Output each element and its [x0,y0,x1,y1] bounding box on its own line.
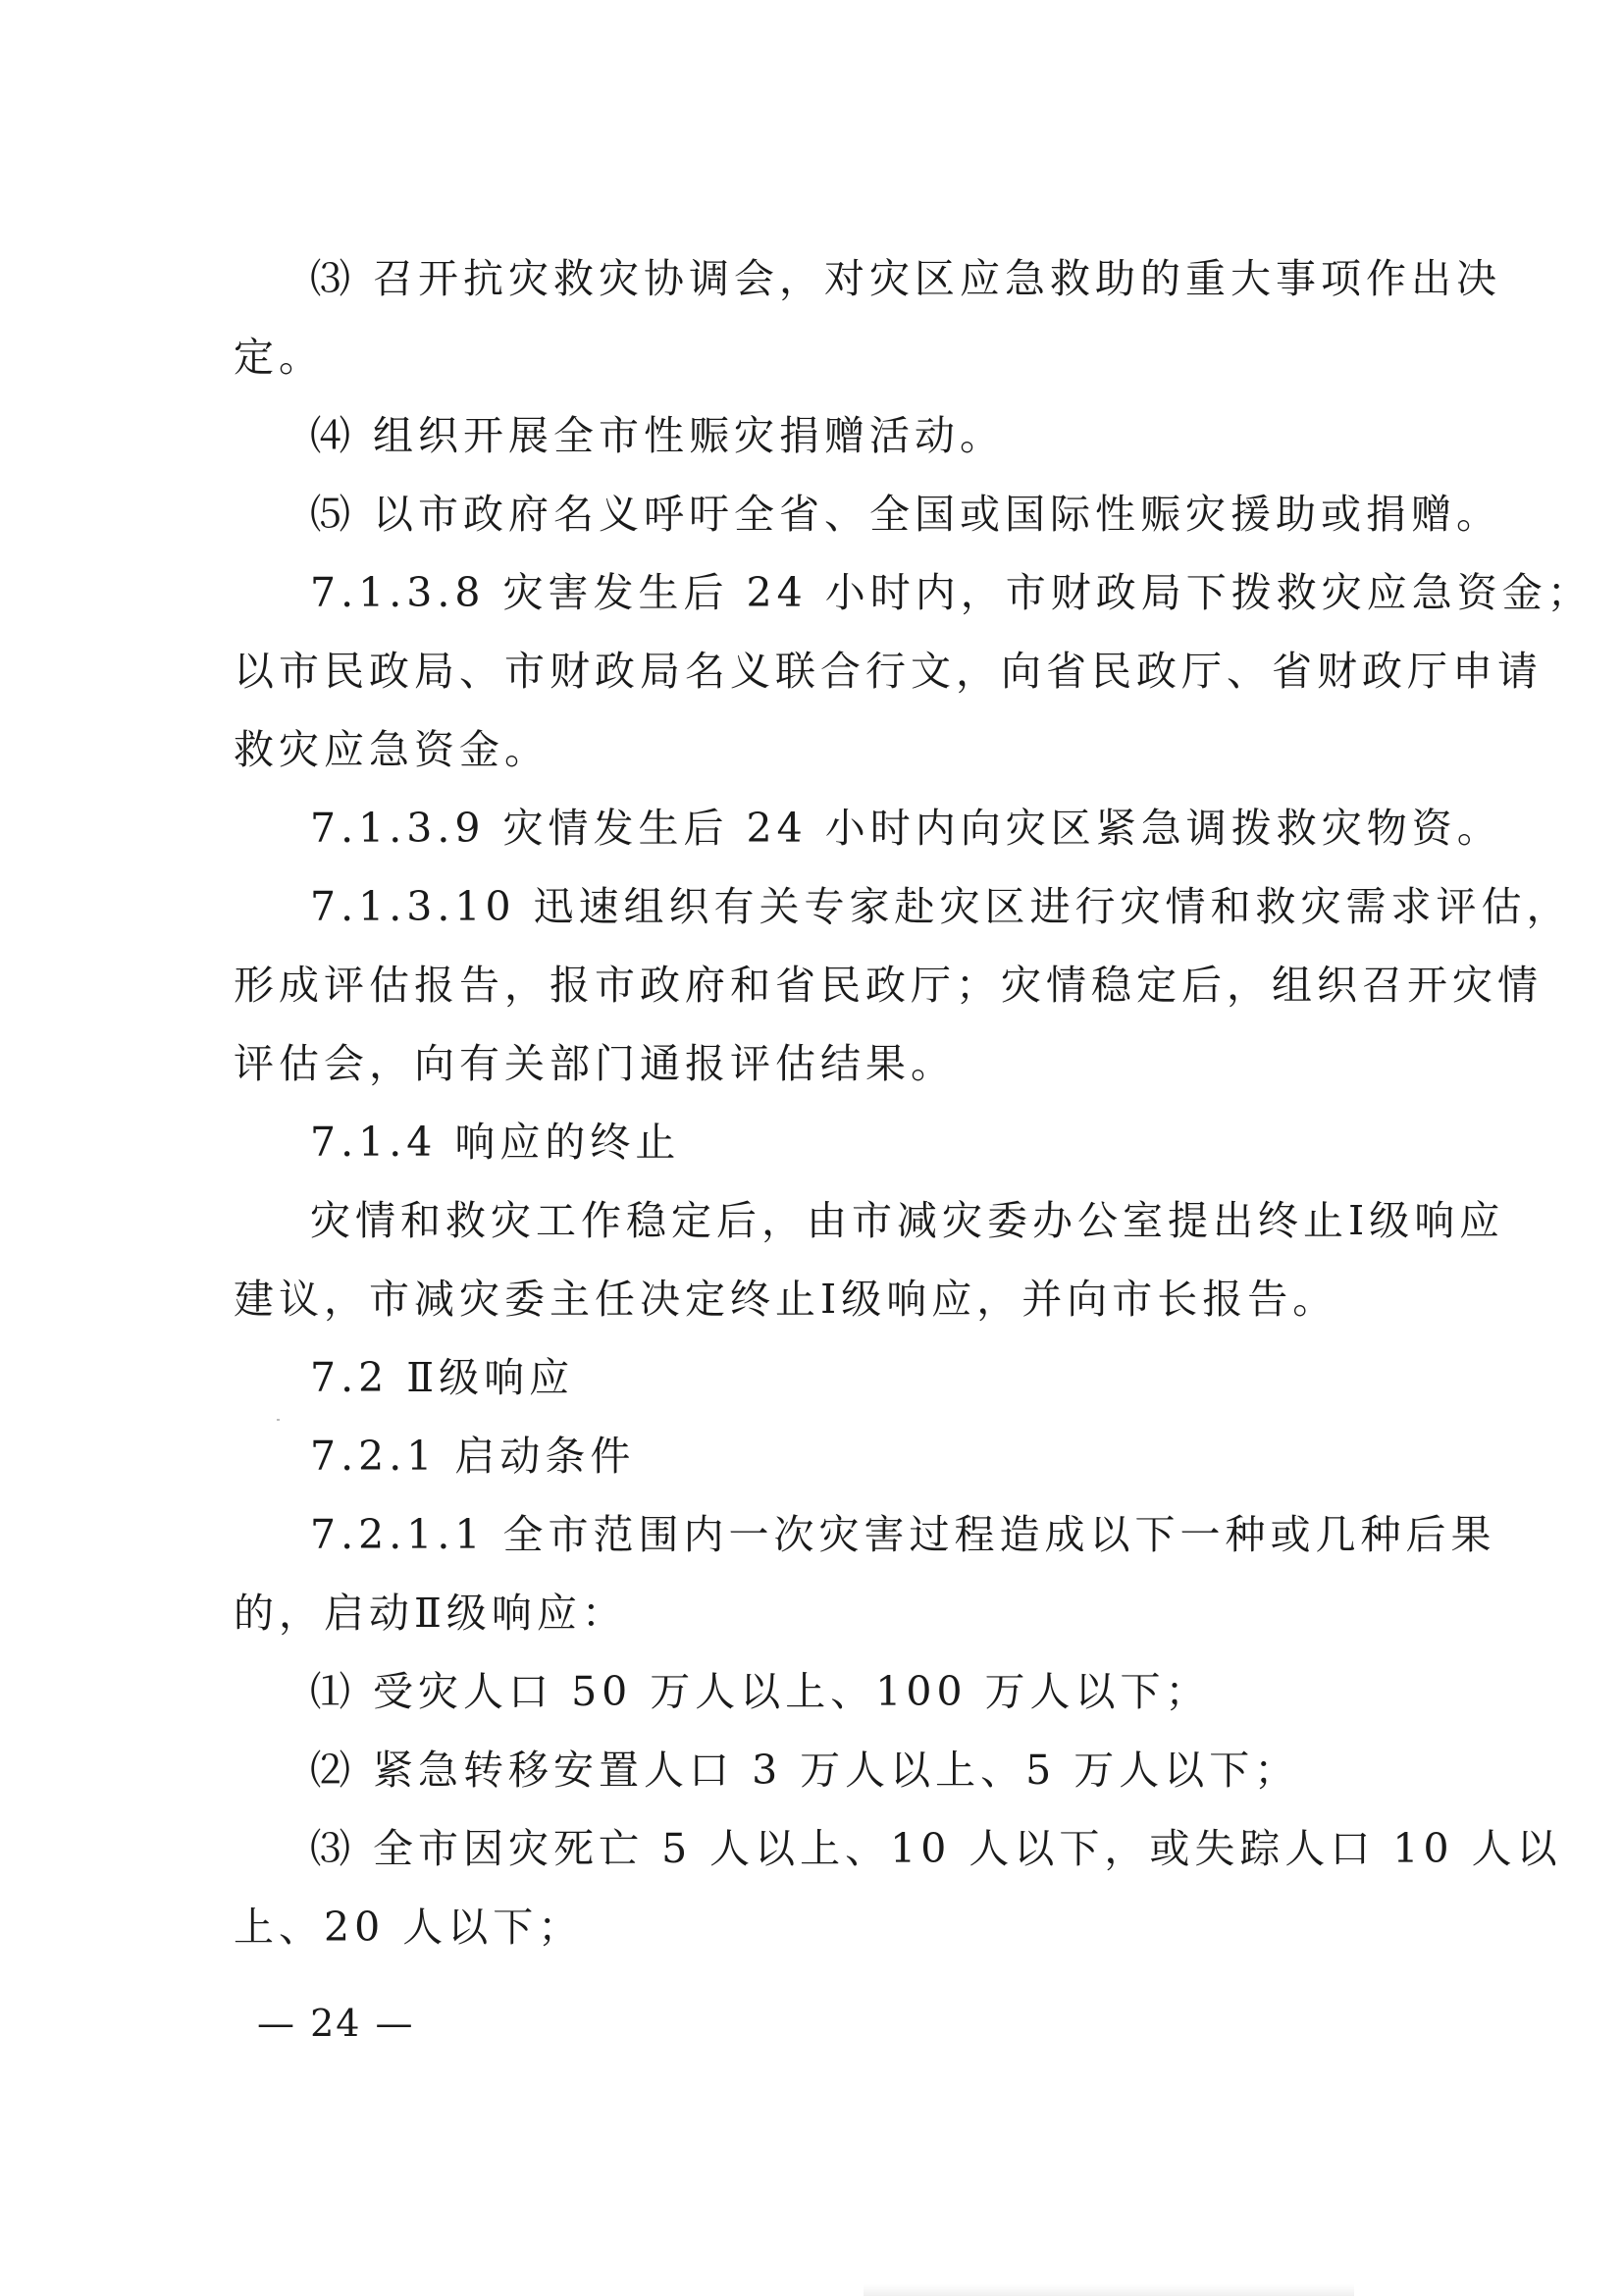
list-item: ⑵ 紧急转移安置人口 3 万人以上、5 万人以下； [310,1747,1300,1794]
page-number: — 24 — [257,2002,415,2045]
text-line: 7.1.3.8 灾害发生后 24 小时内，市财政局下拨救灾应急资金； [310,569,1593,616]
text-line: ⑶ 召开抗灾救灾协调会，对灾区应急救助的重大事项作出决 [310,255,1502,302]
section-heading: 7.2.1 启动条件 [310,1433,636,1480]
text-line: 7.1.3.9 灾情发生后 24 小时内向灾区紧急调拨救灾物资。 [310,805,1502,852]
text-line: 形成评估报告，报市政府和省民政厅；灾情稳定后，组织召开灾情 [234,962,1543,1009]
scan-edge-shadow [864,2284,1354,2296]
text-line: 评估会，向有关部门通报评估结果。 [234,1040,956,1087]
section-heading: 7.2 Ⅱ级响应 [310,1354,575,1401]
text-line: 灾情和救灾工作稳定后，由市减灾委办公室提出终止Ⅰ级响应 [310,1197,1505,1244]
text-line: 7.2.1.1 全市范围内一次灾害过程造成以下一种或几种后果 [310,1511,1496,1558]
scan-speck [277,1419,280,1421]
text-line: 以市民政局、市财政局名义联合行文，向省民政厅、省财政厅申请 [234,648,1543,695]
text-line: 7.1.3.10 迅速组织有关专家赴灾区进行灾情和救灾需求评估， [310,883,1572,930]
text-line: ⑷ 组织开展全市性赈灾捐赠活动。 [310,412,1006,459]
section-heading: 7.1.4 响应的终止 [310,1119,681,1166]
text-line: 的，启动Ⅱ级响应： [234,1590,627,1637]
text-line: 建议，市减灾委主任决定终止Ⅰ级响应，并向市长报告。 [234,1276,1338,1323]
list-item: ⑴ 受灾人口 50 万人以上、100 万人以下； [310,1668,1211,1715]
text-line: 上、20 人以下； [234,1904,584,1951]
text-line: ⑸ 以市政府名义呼吁全省、全国或国际性赈灾援助或捐赠。 [310,491,1502,538]
list-item: ⑶ 全市因灾死亡 5 人以上、10 人以下，或失踪人口 10 人以 [310,1825,1562,1872]
text-line: 救灾应急资金。 [234,726,550,773]
text-line: 定。 [234,334,324,381]
